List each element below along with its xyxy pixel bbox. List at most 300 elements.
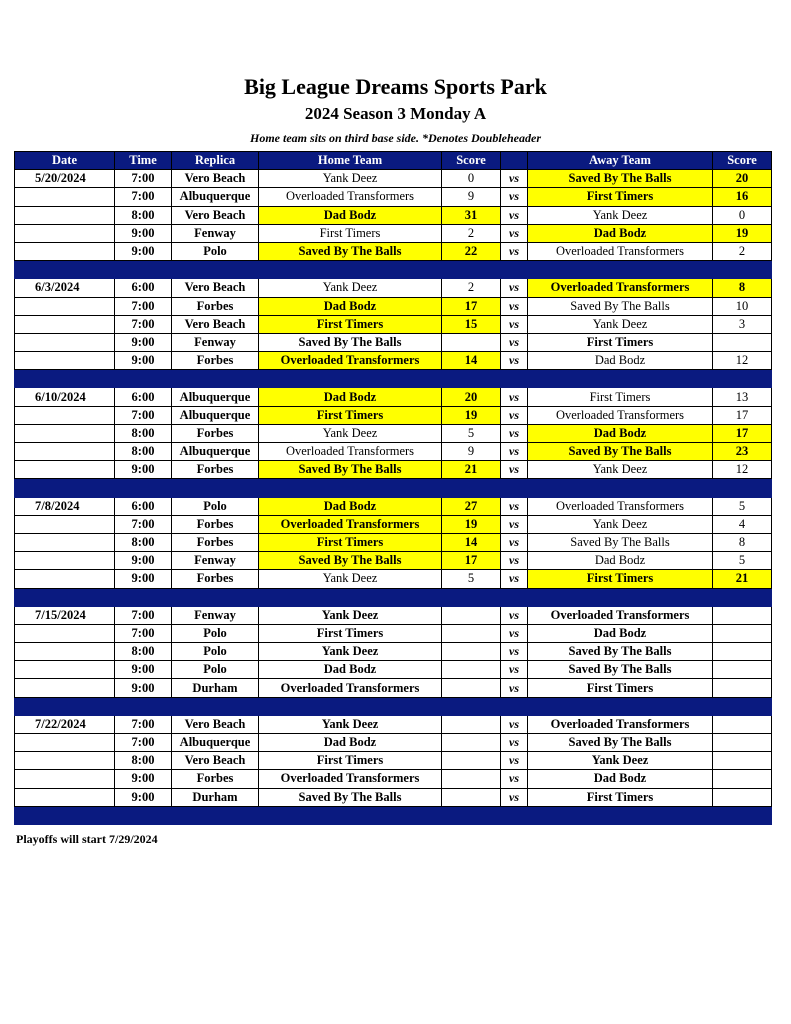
home-score <box>442 770 501 788</box>
game-field: Vero Beach <box>172 279 259 297</box>
game-row <box>15 788 772 806</box>
game-row <box>15 715 772 733</box>
vs-label: vs <box>501 752 528 770</box>
game-time: 8:00 <box>115 643 172 661</box>
game-time: 8:00 <box>115 206 172 224</box>
col-away-score: Score <box>713 152 772 170</box>
game-date <box>15 643 115 661</box>
home-score: 14 <box>442 533 501 551</box>
vs-label: vs <box>501 315 528 333</box>
away-team: Dad Bodz <box>528 624 713 642</box>
away-team: Overloaded Transformers <box>528 606 713 624</box>
week-separator <box>15 806 772 824</box>
away-score: 21 <box>713 570 772 588</box>
game-row <box>15 188 772 206</box>
game-date: 5/20/2024 <box>15 170 115 188</box>
game-date <box>15 333 115 351</box>
separator-cell <box>15 806 115 824</box>
home-score: 9 <box>442 188 501 206</box>
game-row <box>15 752 772 770</box>
game-date <box>15 224 115 242</box>
separator-cell <box>528 697 713 715</box>
vs-label: vs <box>501 352 528 370</box>
separator-cell <box>442 261 501 279</box>
game-time: 7:00 <box>115 515 172 533</box>
vs-label: vs <box>501 715 528 733</box>
game-time: 9:00 <box>115 770 172 788</box>
game-field: Polo <box>172 624 259 642</box>
home-score <box>442 606 501 624</box>
game-date <box>15 315 115 333</box>
away-score: 12 <box>713 352 772 370</box>
game-time: 8:00 <box>115 424 172 442</box>
away-team: Dad Bodz <box>528 770 713 788</box>
home-score <box>442 333 501 351</box>
vs-label: vs <box>501 279 528 297</box>
schedule-table <box>14 151 772 825</box>
game-field: Forbes <box>172 297 259 315</box>
game-time: 9:00 <box>115 570 172 588</box>
separator-cell <box>259 479 442 497</box>
separator-cell <box>442 697 501 715</box>
game-field: Vero Beach <box>172 170 259 188</box>
away-score <box>713 752 772 770</box>
separator-cell <box>528 806 713 824</box>
home-team: Saved By The Balls <box>259 242 442 260</box>
vs-label: vs <box>501 333 528 351</box>
vs-label: vs <box>501 570 528 588</box>
separator-cell <box>172 370 259 388</box>
game-time: 7:00 <box>115 734 172 752</box>
game-date <box>15 552 115 570</box>
game-row <box>15 406 772 424</box>
game-date: 7/8/2024 <box>15 497 115 515</box>
game-time: 9:00 <box>115 461 172 479</box>
game-date <box>15 461 115 479</box>
separator-cell <box>172 261 259 279</box>
home-score: 19 <box>442 515 501 533</box>
game-row <box>15 606 772 624</box>
vs-label: vs <box>501 515 528 533</box>
separator-cell <box>713 806 772 824</box>
game-date <box>15 188 115 206</box>
separator-cell <box>528 588 713 606</box>
game-date <box>15 206 115 224</box>
away-score <box>713 661 772 679</box>
game-date: 7/15/2024 <box>15 606 115 624</box>
separator-cell <box>172 588 259 606</box>
separator-cell <box>115 261 172 279</box>
separator-cell <box>528 370 713 388</box>
away-team: Dad Bodz <box>528 424 713 442</box>
game-field: Fenway <box>172 552 259 570</box>
game-row <box>15 333 772 351</box>
game-time: 9:00 <box>115 679 172 697</box>
home-score: 9 <box>442 443 501 461</box>
game-row <box>15 461 772 479</box>
game-date <box>15 242 115 260</box>
away-team: Overloaded Transformers <box>528 279 713 297</box>
home-score: 5 <box>442 570 501 588</box>
home-score: 0 <box>442 170 501 188</box>
game-date <box>15 734 115 752</box>
away-team: First Timers <box>528 570 713 588</box>
game-time: 9:00 <box>115 352 172 370</box>
separator-cell <box>15 261 115 279</box>
separator-cell <box>442 479 501 497</box>
away-score <box>713 624 772 642</box>
away-team: First Timers <box>528 388 713 406</box>
game-field: Fenway <box>172 333 259 351</box>
away-team: Saved By The Balls <box>528 661 713 679</box>
away-score: 4 <box>713 515 772 533</box>
home-team: Yank Deez <box>259 170 442 188</box>
home-team: Dad Bodz <box>259 388 442 406</box>
game-date <box>15 788 115 806</box>
away-team: Overloaded Transformers <box>528 497 713 515</box>
away-team: Yank Deez <box>528 515 713 533</box>
away-score: 8 <box>713 279 772 297</box>
game-row <box>15 679 772 697</box>
game-field: Vero Beach <box>172 715 259 733</box>
vs-label: vs <box>501 443 528 461</box>
separator-cell <box>442 370 501 388</box>
vs-label: vs <box>501 224 528 242</box>
game-time: 8:00 <box>115 752 172 770</box>
separator-cell <box>115 479 172 497</box>
away-team: First Timers <box>528 333 713 351</box>
separator-cell <box>115 588 172 606</box>
away-team: First Timers <box>528 188 713 206</box>
vs-label: vs <box>501 533 528 551</box>
separator-cell <box>713 261 772 279</box>
vs-label: vs <box>501 606 528 624</box>
away-team: Yank Deez <box>528 206 713 224</box>
home-score: 17 <box>442 297 501 315</box>
away-team: Overloaded Transformers <box>528 406 713 424</box>
separator-cell <box>259 370 442 388</box>
separator-cell <box>501 806 528 824</box>
away-score: 17 <box>713 406 772 424</box>
away-score: 19 <box>713 224 772 242</box>
game-field: Forbes <box>172 533 259 551</box>
home-score <box>442 624 501 642</box>
home-score <box>442 752 501 770</box>
vs-label: vs <box>501 679 528 697</box>
game-date <box>15 443 115 461</box>
game-row <box>15 424 772 442</box>
separator-cell <box>15 697 115 715</box>
vs-label: vs <box>501 734 528 752</box>
home-team: Dad Bodz <box>259 497 442 515</box>
separator-cell <box>442 588 501 606</box>
game-time: 7:00 <box>115 406 172 424</box>
vs-label: vs <box>501 406 528 424</box>
home-score: 15 <box>442 315 501 333</box>
separator-cell <box>15 370 115 388</box>
game-field: Polo <box>172 497 259 515</box>
schedule-body <box>15 170 772 825</box>
away-score <box>713 770 772 788</box>
game-field: Forbes <box>172 352 259 370</box>
game-field: Albuquerque <box>172 388 259 406</box>
vs-label: vs <box>501 770 528 788</box>
game-time: 9:00 <box>115 788 172 806</box>
game-row <box>15 170 772 188</box>
game-time: 9:00 <box>115 552 172 570</box>
game-field: Albuquerque <box>172 406 259 424</box>
col-replica: Replica <box>172 152 259 170</box>
col-home-score: Score <box>442 152 501 170</box>
away-score: 3 <box>713 315 772 333</box>
game-time: 7:00 <box>115 297 172 315</box>
game-row <box>15 242 772 260</box>
game-date <box>15 406 115 424</box>
game-row <box>15 552 772 570</box>
home-score: 5 <box>442 424 501 442</box>
col-vs <box>501 152 528 170</box>
away-team: Saved By The Balls <box>528 533 713 551</box>
game-time: 7:00 <box>115 188 172 206</box>
separator-cell <box>501 588 528 606</box>
week-separator <box>15 261 772 279</box>
separator-cell <box>713 588 772 606</box>
vs-label: vs <box>501 461 528 479</box>
home-team: Dad Bodz <box>259 206 442 224</box>
home-score: 19 <box>442 406 501 424</box>
col-home-team: Home Team <box>259 152 442 170</box>
away-team: Saved By The Balls <box>528 734 713 752</box>
home-score: 20 <box>442 388 501 406</box>
game-row <box>15 734 772 752</box>
away-score: 12 <box>713 461 772 479</box>
away-score: 5 <box>713 552 772 570</box>
vs-label: vs <box>501 424 528 442</box>
separator-cell <box>501 697 528 715</box>
game-row <box>15 533 772 551</box>
game-time: 6:00 <box>115 279 172 297</box>
separator-cell <box>259 261 442 279</box>
away-team: Dad Bodz <box>528 352 713 370</box>
home-team: Overloaded Transformers <box>259 443 442 461</box>
week-separator <box>15 697 772 715</box>
away-team: Saved By The Balls <box>528 443 713 461</box>
home-team: Overloaded Transformers <box>259 188 442 206</box>
away-team: Overloaded Transformers <box>528 242 713 260</box>
game-date <box>15 297 115 315</box>
separator-cell <box>442 806 501 824</box>
away-score <box>713 643 772 661</box>
header-row <box>15 152 772 170</box>
separator-cell <box>259 806 442 824</box>
away-team: Saved By The Balls <box>528 297 713 315</box>
game-date: 6/3/2024 <box>15 279 115 297</box>
game-row <box>15 206 772 224</box>
home-score: 22 <box>442 242 501 260</box>
game-time: 9:00 <box>115 242 172 260</box>
game-date <box>15 752 115 770</box>
game-field: Albuquerque <box>172 188 259 206</box>
home-team: First Timers <box>259 406 442 424</box>
game-time: 6:00 <box>115 497 172 515</box>
game-row <box>15 570 772 588</box>
game-date <box>15 533 115 551</box>
away-team: First Timers <box>528 679 713 697</box>
vs-label: vs <box>501 188 528 206</box>
vs-label: vs <box>501 388 528 406</box>
game-date <box>15 424 115 442</box>
away-team: Dad Bodz <box>528 224 713 242</box>
away-score: 17 <box>713 424 772 442</box>
game-time: 9:00 <box>115 661 172 679</box>
away-score <box>713 788 772 806</box>
separator-cell <box>115 806 172 824</box>
separator-cell <box>172 479 259 497</box>
game-field: Vero Beach <box>172 206 259 224</box>
game-row <box>15 515 772 533</box>
separator-cell <box>501 261 528 279</box>
away-team: Yank Deez <box>528 461 713 479</box>
vs-label: vs <box>501 624 528 642</box>
home-score: 14 <box>442 352 501 370</box>
home-team: Yank Deez <box>259 606 442 624</box>
game-time: 7:00 <box>115 315 172 333</box>
col-date: Date <box>15 152 115 170</box>
game-field: Polo <box>172 661 259 679</box>
col-away-team: Away Team <box>528 152 713 170</box>
home-team: Saved By The Balls <box>259 461 442 479</box>
game-field: Forbes <box>172 461 259 479</box>
separator-cell <box>15 588 115 606</box>
home-team: First Timers <box>259 752 442 770</box>
game-time: 7:00 <box>115 170 172 188</box>
game-field: Forbes <box>172 570 259 588</box>
separator-cell <box>528 261 713 279</box>
vs-label: vs <box>501 552 528 570</box>
separator-cell <box>501 479 528 497</box>
home-score: 27 <box>442 497 501 515</box>
game-time: 7:00 <box>115 624 172 642</box>
col-time: Time <box>115 152 172 170</box>
away-team: Yank Deez <box>528 752 713 770</box>
away-score: 20 <box>713 170 772 188</box>
game-row <box>15 315 772 333</box>
game-date <box>15 679 115 697</box>
home-team: Saved By The Balls <box>259 333 442 351</box>
home-team: Dad Bodz <box>259 734 442 752</box>
away-score: 0 <box>713 206 772 224</box>
home-team: Yank Deez <box>259 643 442 661</box>
home-team: Yank Deez <box>259 424 442 442</box>
separator-cell <box>713 370 772 388</box>
game-field: Fenway <box>172 224 259 242</box>
game-date: 7/22/2024 <box>15 715 115 733</box>
game-row <box>15 661 772 679</box>
home-team: Dad Bodz <box>259 297 442 315</box>
week-separator <box>15 588 772 606</box>
game-time: 8:00 <box>115 533 172 551</box>
game-date <box>15 570 115 588</box>
game-time: 7:00 <box>115 606 172 624</box>
game-field: Forbes <box>172 515 259 533</box>
home-score <box>442 661 501 679</box>
game-field: Fenway <box>172 606 259 624</box>
separator-cell <box>15 479 115 497</box>
separator-cell <box>528 479 713 497</box>
game-date <box>15 770 115 788</box>
separator-cell <box>115 697 172 715</box>
game-field: Polo <box>172 643 259 661</box>
separator-cell <box>259 588 442 606</box>
week-separator <box>15 370 772 388</box>
home-team: First Timers <box>259 315 442 333</box>
week-separator <box>15 479 772 497</box>
game-time: 9:00 <box>115 224 172 242</box>
game-field: Durham <box>172 788 259 806</box>
home-score <box>442 734 501 752</box>
game-field: Forbes <box>172 424 259 442</box>
game-date: 6/10/2024 <box>15 388 115 406</box>
away-team: Saved By The Balls <box>528 643 713 661</box>
separator-cell <box>501 370 528 388</box>
separator-cell <box>115 370 172 388</box>
playoffs-note: Playoffs will start 7/29/2024 <box>16 832 158 846</box>
home-score: 21 <box>442 461 501 479</box>
home-team: Yank Deez <box>259 570 442 588</box>
game-field: Albuquerque <box>172 734 259 752</box>
game-row <box>15 352 772 370</box>
home-team: First Timers <box>259 224 442 242</box>
home-team: Saved By The Balls <box>259 552 442 570</box>
vs-label: vs <box>501 242 528 260</box>
game-row <box>15 279 772 297</box>
home-team: First Timers <box>259 533 442 551</box>
home-score: 17 <box>442 552 501 570</box>
game-time: 6:00 <box>115 388 172 406</box>
home-score <box>442 788 501 806</box>
vs-label: vs <box>501 297 528 315</box>
game-field: Polo <box>172 242 259 260</box>
away-score: 10 <box>713 297 772 315</box>
away-team: Dad Bodz <box>528 552 713 570</box>
game-date <box>15 352 115 370</box>
home-team: Saved By The Balls <box>259 788 442 806</box>
vs-label: vs <box>501 497 528 515</box>
home-score <box>442 715 501 733</box>
page-subtitle: 2024 Season 3 Monday A <box>304 104 487 123</box>
game-time: 8:00 <box>115 443 172 461</box>
home-team: Overloaded Transformers <box>259 352 442 370</box>
game-field: Vero Beach <box>172 752 259 770</box>
game-row <box>15 770 772 788</box>
away-team: Overloaded Transformers <box>528 715 713 733</box>
vs-label: vs <box>501 170 528 188</box>
game-row <box>15 643 772 661</box>
game-row <box>15 443 772 461</box>
game-row <box>15 297 772 315</box>
home-score <box>442 643 501 661</box>
home-team: Dad Bodz <box>259 661 442 679</box>
home-team: Yank Deez <box>259 279 442 297</box>
home-score: 31 <box>442 206 501 224</box>
away-team: Yank Deez <box>528 315 713 333</box>
away-team: Saved By The Balls <box>528 170 713 188</box>
home-score: 2 <box>442 279 501 297</box>
game-row <box>15 224 772 242</box>
game-row <box>15 624 772 642</box>
away-score <box>713 606 772 624</box>
schedule-note: Home team sits on third base side. *Denotes Doubleheader <box>250 131 541 145</box>
